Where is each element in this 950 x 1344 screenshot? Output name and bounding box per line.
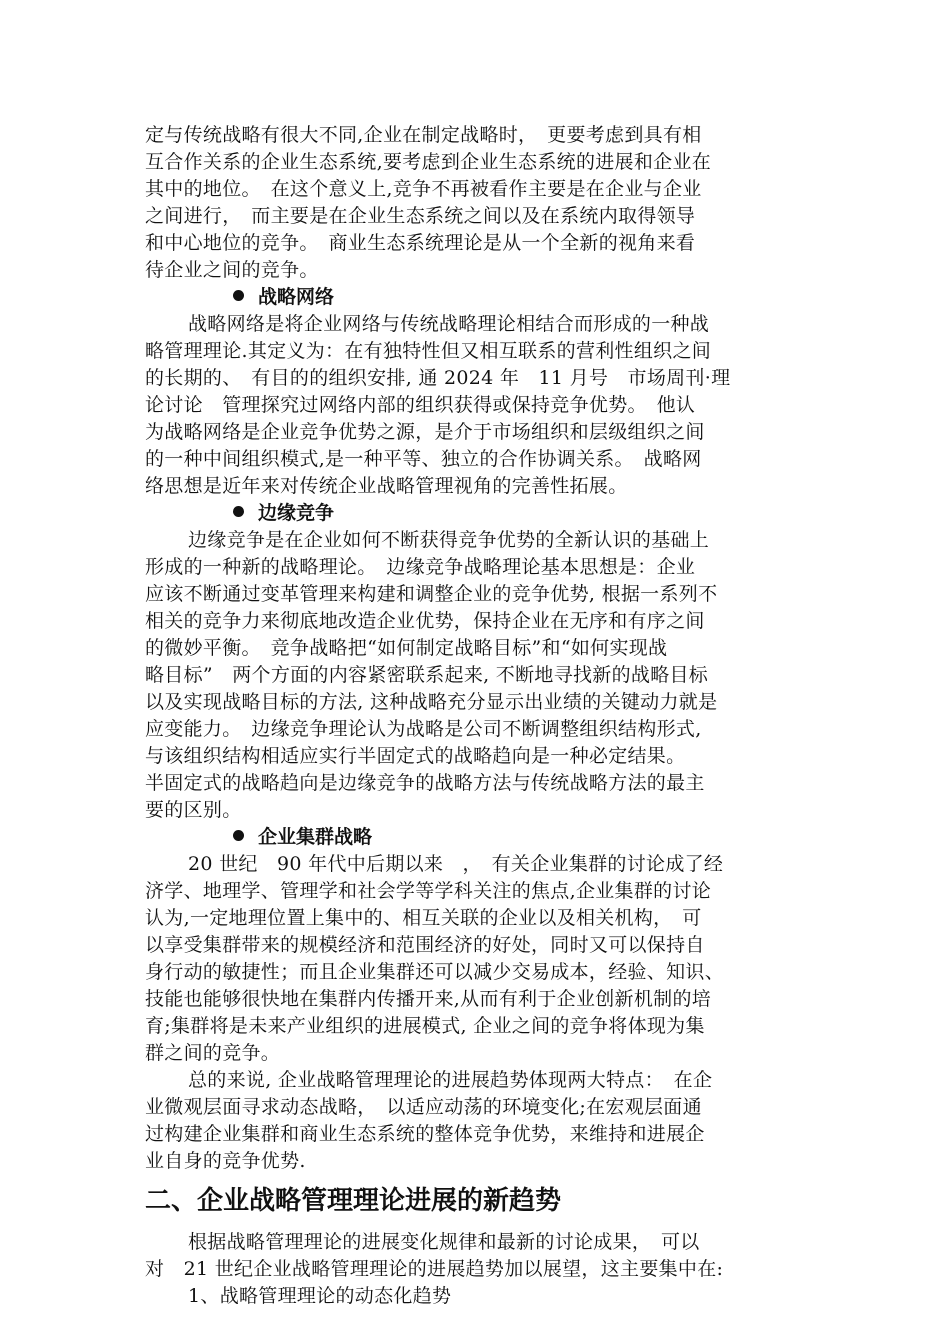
spacer [145, 1221, 815, 1229]
text-line: 身行动的敏捷性；而且企业集群还可以减少交易成本，经验、知识、 [145, 961, 725, 983]
text-line: 根据战略管理理论的进展变化规律和最新的讨论成果， 可以 [188, 1231, 700, 1253]
text-line: 论讨论 管理探究过网络内部的组织获得或保持竞争优势。 他认 [145, 394, 696, 416]
text-line: 络思想是近年来对传统企业战略管理视角的完善性拓展。 [145, 475, 628, 497]
paragraph-ecosystem [145, 122, 815, 284]
text-line: 群之间的竞争。 [145, 1042, 281, 1064]
text-line: 20 世纪 90 年代中后期以来 ， 有关企业集群的讨论成了经 [188, 853, 724, 875]
section-heading-strategic-network [145, 284, 815, 311]
text-line: 之间进行， 而主要是在企业生态系统之间以及在系统内取得领导 [145, 205, 696, 227]
document-body [145, 122, 815, 1310]
text-line: 的微妙平衡。 竞争战略把“如何制定战略目标”和“如何实现战 [145, 637, 668, 659]
text-line: 相关的竞争力来彻底地改造企业优势，保持企业在无序和有序之间 [145, 610, 705, 632]
text-line: 定与传统战略有很大不同,企业在制定战略时， 更要考虑到具有相 [145, 124, 702, 146]
bullet-icon [233, 290, 244, 301]
section-title: 战略网络 [258, 286, 335, 308]
bullet-icon [233, 506, 244, 517]
text-line: 育;集群将是未来产业组织的进展模式, 企业之间的竞争将体现为集 [145, 1015, 705, 1037]
text-line: 略目标” 两个方面的内容紧密联系起来, 不断地寻找新的战略目标 [145, 664, 709, 686]
section-heading-edge-competition [145, 500, 815, 527]
paragraph-summary [145, 1067, 815, 1175]
paragraph-strategic-network [145, 311, 815, 500]
text-line: 其中的地位。 在这个意义上,竞争不再被看作主要是在企业与企业 [145, 178, 702, 200]
text-line: 要的区别。 [145, 799, 242, 821]
text-line: 以及实现战略目标的方法, 这种战略充分显示出业绩的关键动力就是 [145, 691, 718, 713]
text-line: 济学、地理学、管理学和社会学等学科关注的焦点,企业集群的讨论 [145, 880, 712, 902]
text-line: 半固定式的战略趋向是边缘竞争的战略方法与传统战略方法的最主 [145, 772, 705, 794]
text-line: 业自身的竞争优势. [145, 1150, 306, 1172]
section-title: 边缘竞争 [258, 502, 335, 524]
text-line: 总的来说, 企业战略管理理论的进展趋势体现两大特点： 在企 [188, 1069, 713, 1091]
paragraph-cluster-strategy [145, 851, 815, 1067]
text-line: 互合作关系的企业生态系统,要考虑到企业生态系统的进展和企业在 [145, 151, 712, 173]
text-line: 认为,一定地理位置上集中的、相互关联的企业以及相关机构， 可 [145, 907, 702, 929]
text-line: 边缘竞争是在企业如何不断获得竞争优势的全新认识的基础上 [188, 529, 710, 551]
text-line: 略管理理论.其定义为：在有独特性但又相互联系的营利性组织之间 [145, 340, 712, 362]
text-line: 应该不断通过变革管理来构建和调整企业的竞争优势, 根据一系列不 [145, 583, 718, 605]
text-line: 对 21 世纪企业战略管理理论的进展趋势加以展望，这主要集中在: [145, 1258, 724, 1280]
text-line: 业微观层面寻求动态战略， 以适应动荡的环境变化;在宏观层面通 [145, 1096, 702, 1118]
paragraph-closing [145, 1229, 815, 1310]
text-line: 为战略网络是企业竞争优势之源，是介于市场组织和层级组织之间 [145, 421, 705, 443]
text-line: 战略网络是将企业网络与传统战略理论相结合而形成的一种战 [188, 313, 710, 335]
text-line: 待企业之间的竞争。 [145, 259, 319, 281]
numbered-item: 1、战略管理理论的动态化趋势 [188, 1285, 452, 1307]
text-line: 应变能力。 边缘竞争理论认为战略是公司不断调整组织结构形式, [145, 718, 702, 740]
bullet-icon [233, 830, 244, 841]
text-line: 的长期的、 有目的的组织安排, 通 2024 年 11 月号 市场周刊·理 [145, 367, 731, 389]
text-line: 形成的一种新的战略理论。 边缘竞争战略理论基本思想是：企业 [145, 556, 696, 578]
text-line: 和中心地位的竞争。 商业生态系统理论是从一个全新的视角来看 [145, 232, 696, 254]
text-line: 的一种中间组织模式,是一种平等、独立的合作协调关系。 战略网 [145, 448, 702, 470]
text-line: 以享受集群带来的规模经济和范围经济的好处，同时又可以保持自 [145, 934, 705, 956]
paragraph-edge-competition [145, 527, 815, 824]
section-title: 企业集群战略 [258, 826, 373, 848]
section-heading-new-trends: 二、企业战略管理理论进展的新趋势 [145, 1186, 562, 1216]
section-heading-cluster-strategy [145, 824, 815, 851]
text-line: 技能也能够很快地在集群内传播开来,从而有利于企业创新机制的培 [145, 988, 712, 1010]
text-line: 过构建企业集群和商业生态系统的整体竞争优势，来维持和进展企 [145, 1123, 705, 1145]
text-line: 与该组织结构相适应实行半固定式的战略趋向是一种必定结果。 [145, 745, 686, 767]
